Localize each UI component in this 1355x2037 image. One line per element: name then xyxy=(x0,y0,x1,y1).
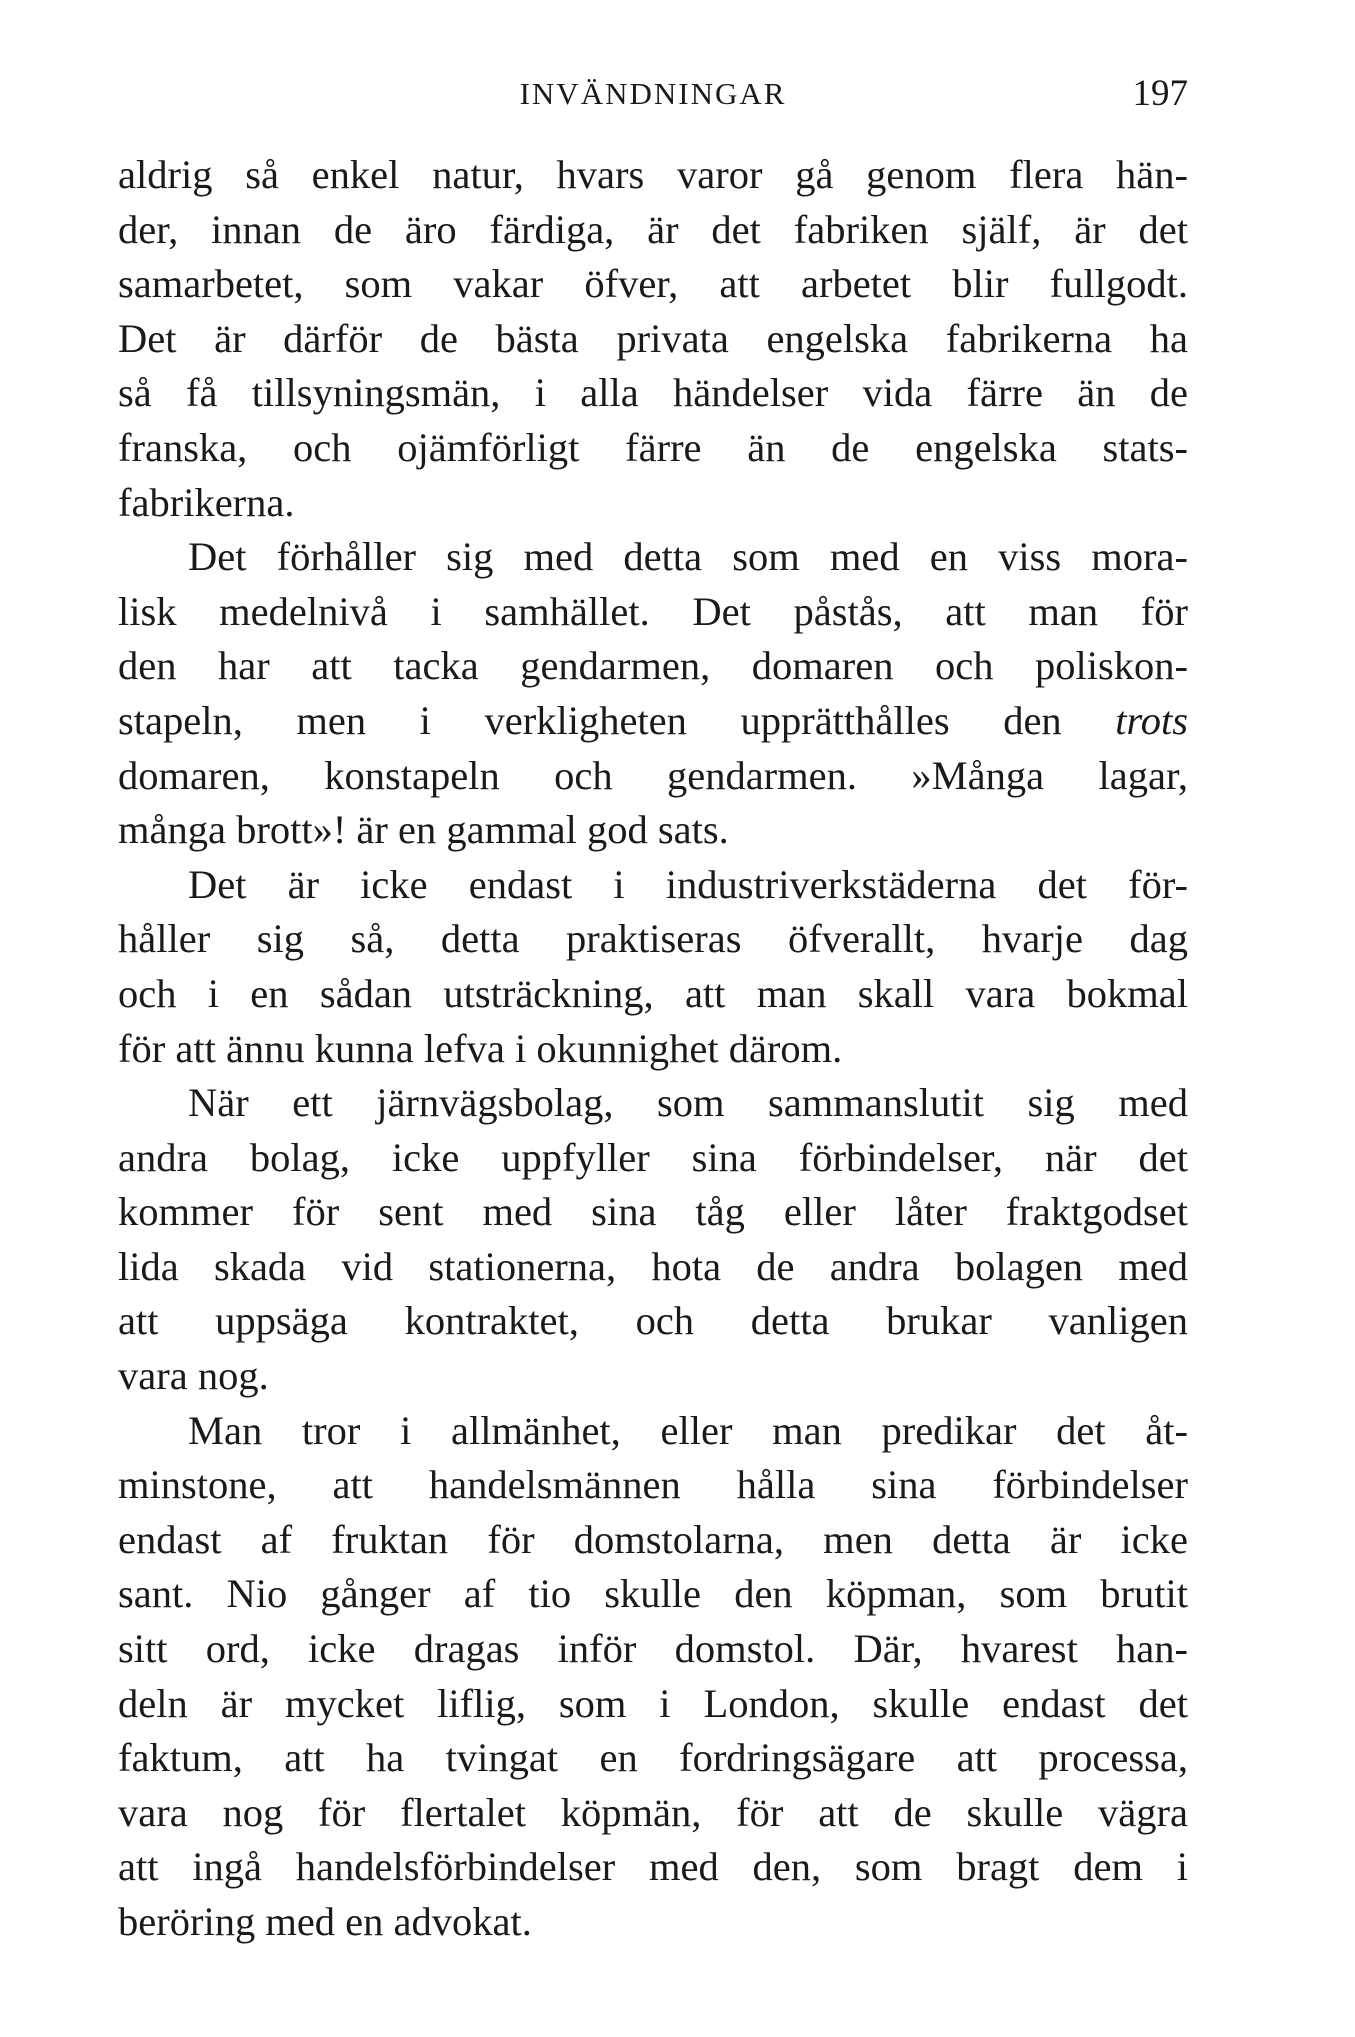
text-line: endast af fruktan för domstolarna, men detta är icke xyxy=(118,1516,1188,1562)
text-line: så få tillsyningsmän, i alla händelser vida färre än de xyxy=(118,370,1188,416)
running-head xyxy=(118,74,1188,114)
page-number: 197 xyxy=(1132,73,1188,114)
body-text xyxy=(118,148,1188,1950)
text-line: franska, och ojämförligt färre än de engelska stats- xyxy=(118,424,1188,470)
text-line: domaren, konstapeln och gendarmen. »Många lagar, xyxy=(118,752,1188,798)
paragraph-5 xyxy=(118,1404,1188,1950)
text-line: att ingå handelsförbindelser med den, som bragt dem i xyxy=(118,1844,1188,1890)
text-line: Det är därför de bästa privata engelska fabrikerna ha xyxy=(118,315,1188,361)
text-line: för att ännu kunna lefva i okunnighet därom. xyxy=(118,1025,843,1071)
text-line: sant. Nio gånger af tio skulle den köpman, som brutit xyxy=(118,1571,1188,1617)
text-line: stapeln, men i verkligheten upprätthålles den trots xyxy=(118,697,1188,743)
text-line: minstone, att handelsmännen hålla sina förbindelser xyxy=(118,1462,1188,1508)
text-line: samarbetet, som vakar öfver, att arbetet blir fullgodt. xyxy=(118,261,1188,307)
text-line: Det förhåller sig med detta som med en viss mora- xyxy=(188,534,1188,580)
paragraph-4 xyxy=(118,1076,1188,1404)
running-title: INVÄNDNINGAR xyxy=(519,76,787,111)
paragraph-3 xyxy=(118,858,1188,1076)
paragraph-2 xyxy=(118,530,1188,858)
text-line: sitt ord, icke dragas inför domstol. Där, hvarest han- xyxy=(118,1626,1188,1672)
text-line: fabrikerna. xyxy=(118,479,295,525)
italic-emphasis: trots xyxy=(1115,697,1188,743)
text-line: och i en sådan utsträckning, att man skall vara bokmal xyxy=(118,970,1188,1016)
text-line: När ett järnvägsbolag, som sammanslutit sig med xyxy=(188,1080,1188,1126)
text-line: deln är mycket liflig, som i London, skulle endast det xyxy=(118,1680,1188,1726)
text-line: den har att tacka gendarmen, domaren och poliskon- xyxy=(118,643,1188,689)
text-line: aldrig så enkel natur, hvars varor gå genom flera hän- xyxy=(118,152,1188,197)
text-line: lisk medelnivå i samhället. Det påstås, att man för xyxy=(118,588,1188,634)
text-line: beröring med en advokat. xyxy=(118,1899,532,1944)
text-line: lida skada vid stationerna, hota de andra bolagen med xyxy=(118,1243,1188,1289)
text-line: vara nog för flertalet köpmän, för att de skulle vägra xyxy=(118,1789,1188,1835)
text-line: Man tror i allmänhet, eller man predikar det åt- xyxy=(188,1407,1188,1453)
text-line: faktum, att ha tvingat en fordringsägare att processa, xyxy=(118,1735,1188,1781)
text-line: andra bolag, icke uppfyller sina förbindelser, när det xyxy=(118,1134,1188,1180)
text-line: kommer för sent med sina tåg eller låter fraktgodset xyxy=(118,1189,1188,1235)
paragraph-1 xyxy=(118,148,1188,530)
text-line: Det är icke endast i industriverkstäderna det för- xyxy=(188,861,1188,907)
text-line: der, innan de äro färdiga, är det fabriken själf, är det xyxy=(118,206,1188,252)
text-line: många brott»! är en gammal god sats. xyxy=(118,807,729,853)
text-line: att uppsäga kontraktet, och detta brukar vanligen xyxy=(118,1298,1188,1344)
text-line: vara nog. xyxy=(118,1353,269,1399)
text-line: håller sig så, detta praktiseras öfverallt, hvarje dag xyxy=(118,916,1188,962)
